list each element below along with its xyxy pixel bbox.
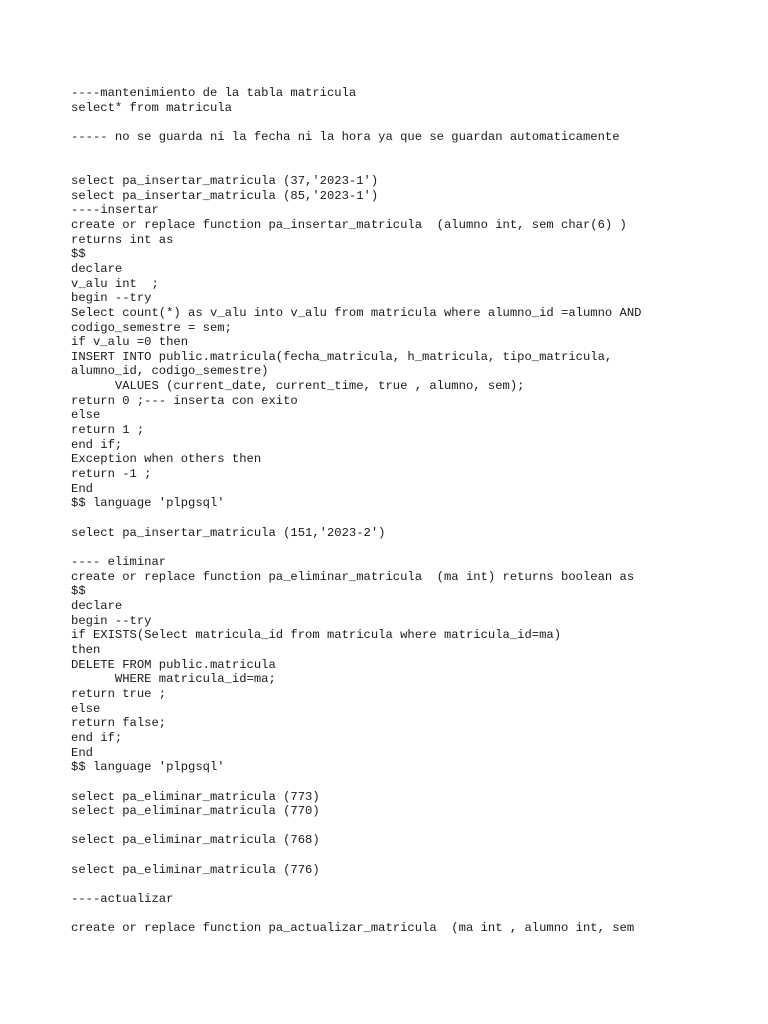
code-line: select pa_insertar_matricula (85,'2023-1') <box>71 188 379 203</box>
code-line: ----- no se guarda ni la fecha ni la hora ya que se guardan automaticamente <box>71 129 620 144</box>
code-line: select pa_eliminar_matricula (773) <box>71 789 320 804</box>
code-line: return false; <box>71 716 167 731</box>
code-line: select pa_insertar_matricula (37,'2023-1') <box>71 173 379 188</box>
code-line: ----insertar <box>71 203 159 218</box>
code-line: Exception when others then <box>71 452 262 467</box>
code-line: $$ language 'plpgsql' <box>71 760 225 775</box>
code-line: $$ <box>71 584 86 599</box>
code-line: ----mantenimiento de la tabla matricula <box>71 86 357 100</box>
code-line: INSERT INTO public.matricula(fecha_matricula, h_matricula, tipo_matricula, <box>71 349 613 364</box>
code-line: end if; <box>71 730 123 745</box>
code-line: declare <box>71 598 123 613</box>
code-line: return 1 ; <box>71 423 145 438</box>
code-line: select pa_eliminar_matricula (776) <box>71 862 320 877</box>
sql-code-block <box>71 86 761 936</box>
blank-line <box>71 775 761 790</box>
code-line: returns int as <box>71 232 174 247</box>
code-line: End <box>71 481 93 496</box>
blank-line <box>71 877 761 892</box>
code-line: End <box>71 745 93 760</box>
code-line: if v_alu =0 then <box>71 335 189 350</box>
code-line: select pa_insertar_matricula (151,'2023-2') <box>71 525 386 540</box>
blank-line <box>71 848 761 863</box>
code-line: VALUES (current_date, current_time, true , alumno, sem); <box>71 379 525 394</box>
code-line: select* from matricula <box>71 100 232 115</box>
code-line: begin --try <box>71 291 152 306</box>
code-line: begin --try <box>71 613 152 628</box>
blank-line <box>71 511 761 526</box>
code-line: declare <box>71 261 123 276</box>
code-line: select pa_eliminar_matricula (770) <box>71 804 320 819</box>
code-line: end if; <box>71 437 123 452</box>
blank-line <box>71 540 761 555</box>
code-line: else <box>71 701 101 716</box>
code-line: return true ; <box>71 686 167 701</box>
code-line: else <box>71 408 101 423</box>
code-line: alumno_id, codigo_semestre) <box>71 364 269 379</box>
code-line: WHERE matricula_id=ma; <box>71 672 276 687</box>
code-line: ---- eliminar <box>71 555 167 569</box>
blank-line <box>71 145 761 160</box>
code-line: return 0 ;--- inserta con exito <box>71 393 298 408</box>
code-line: create or replace function pa_insertar_matricula (alumno int, sem char(6) ) <box>71 217 627 232</box>
code-line: ----actualizar <box>71 892 174 907</box>
code-line: $$ <box>71 247 86 262</box>
blank-line <box>71 159 761 174</box>
code-line: create or replace function pa_eliminar_matricula (ma int) returns boolean as <box>71 569 635 584</box>
code-line: then <box>71 642 101 657</box>
code-line: $$ language 'plpgsql' <box>71 496 225 511</box>
code-line: Select count(*) as v_alu into v_alu from matricula where alumno_id =alumno AND <box>71 305 642 320</box>
blank-line <box>71 115 761 130</box>
code-line: create or replace function pa_actualizar_matricula (ma int , alumno int, sem <box>71 921 635 936</box>
code-line: if EXISTS(Select matricula_id from matricula where matricula_id=ma) <box>71 628 562 643</box>
code-line: v_alu int ; <box>71 276 159 291</box>
code-line: DELETE FROM public.matricula <box>71 657 276 672</box>
code-line: select pa_eliminar_matricula (768) <box>71 833 320 848</box>
blank-line <box>71 907 761 922</box>
blank-line <box>71 819 761 834</box>
code-line: return -1 ; <box>71 467 152 482</box>
code-line: codigo_semestre = sem; <box>71 320 232 335</box>
